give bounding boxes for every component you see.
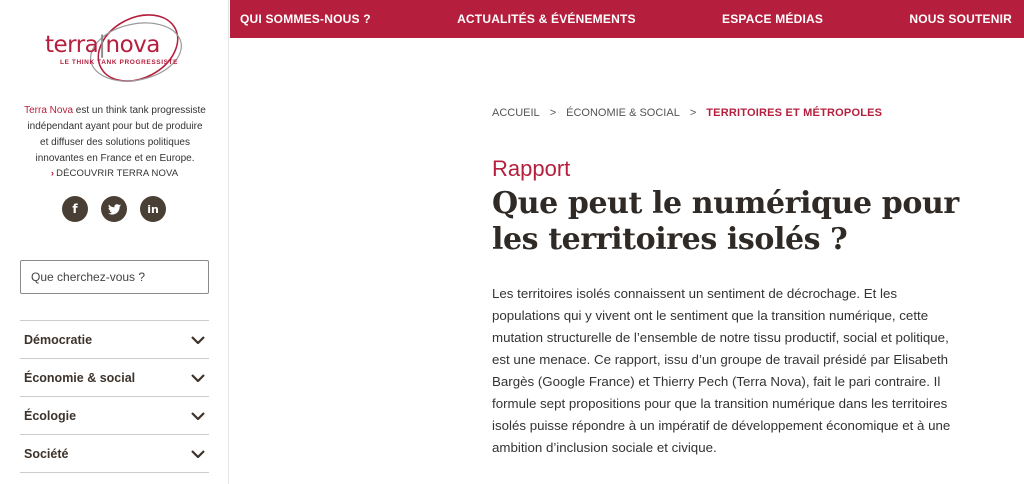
menu-item-label: Démocratie: [24, 332, 93, 347]
breadcrumb-current[interactable]: TERRITOIRES ET MÉTROPOLES: [706, 107, 883, 119]
breadcrumb-separator: >: [689, 107, 697, 119]
breadcrumb-separator: >: [549, 107, 557, 119]
intro-text: [22, 103, 208, 167]
article-kicker: Rapport: [492, 156, 571, 181]
article-summary: Les territoires isolés connaissent un sentiment de décrochage. Et les populations qui y vivent ont le sentiment que la transition numérique, cette mutation structurelle de l’ensemble de notre tissu productif, social et politique, est une menace. Ce rapport, issu d’un groupe de travail présidé par Elisabeth Bargès (Google France) et Thierry Pech (Terra Nova), fait le pari contraire. Il formule sept propositions pour que la transition numérique dans les territoires isolés puisse répondre à un impératif de développement économique et à une ambition d’inclusion sociale et civique.: [492, 286, 951, 455]
discover-label: DÉCOUVRIR TERRA NOVA: [56, 168, 179, 179]
chevron-right-icon: ›: [50, 168, 55, 179]
chevron-down-icon: [191, 336, 205, 344]
menu-item-ecologie[interactable]: [20, 397, 209, 435]
menu-item-label: Société: [24, 446, 69, 461]
sidebar: [0, 0, 229, 484]
menu-item-democratie[interactable]: [20, 321, 209, 359]
category-menu: [20, 320, 209, 473]
intro-brand-link[interactable]: Terra Nova: [24, 105, 74, 116]
nav-qui-sommes-nous[interactable]: QUI SOMMES-NOUS ?: [240, 12, 371, 26]
nav-espace-medias[interactable]: ESPACE MÉDIAS: [722, 12, 824, 26]
twitter-icon[interactable]: [101, 196, 127, 222]
breadcrumb-accueil[interactable]: ACCUEIL: [492, 107, 540, 119]
logo-tagline: LE THINK TANK PROGRESSISTE: [60, 59, 179, 66]
page-title: Que peut le numérique pour les territoires isolés ?: [492, 186, 959, 257]
menu-item-label: Écologie: [24, 408, 77, 423]
chevron-down-icon: [191, 412, 205, 420]
breadcrumb: [492, 107, 882, 119]
linkedin-icon[interactable]: in: [140, 196, 166, 222]
chevron-down-icon: [191, 450, 205, 458]
search-input[interactable]: [20, 260, 209, 294]
nav-actualites-evenements[interactable]: ACTUALITÉS & ÉVÉNEMENTS: [457, 12, 636, 26]
nav-nous-soutenir[interactable]: NOUS SOUTENIR: [909, 12, 1012, 26]
intro-description: est un think tank progressiste indépendant ayant pour but de produire et diffuser des solutions politiques innovantes en France et en Europe.: [27, 105, 206, 164]
menu-item-economie-social[interactable]: [20, 359, 209, 397]
menu-item-label: Économie & social: [24, 370, 136, 385]
menu-item-societe[interactable]: [20, 435, 209, 473]
logo-wordmark: terra|nova: [45, 32, 160, 58]
facebook-icon[interactable]: f: [62, 196, 88, 222]
terra-nova-logo[interactable]: [40, 6, 190, 90]
social-links: [62, 196, 166, 222]
chevron-down-icon: [191, 374, 205, 382]
breadcrumb-economie-social[interactable]: ÉCONOMIE & SOCIAL: [566, 107, 680, 119]
discover-link[interactable]: [0, 168, 229, 179]
top-navigation: [230, 0, 1024, 38]
